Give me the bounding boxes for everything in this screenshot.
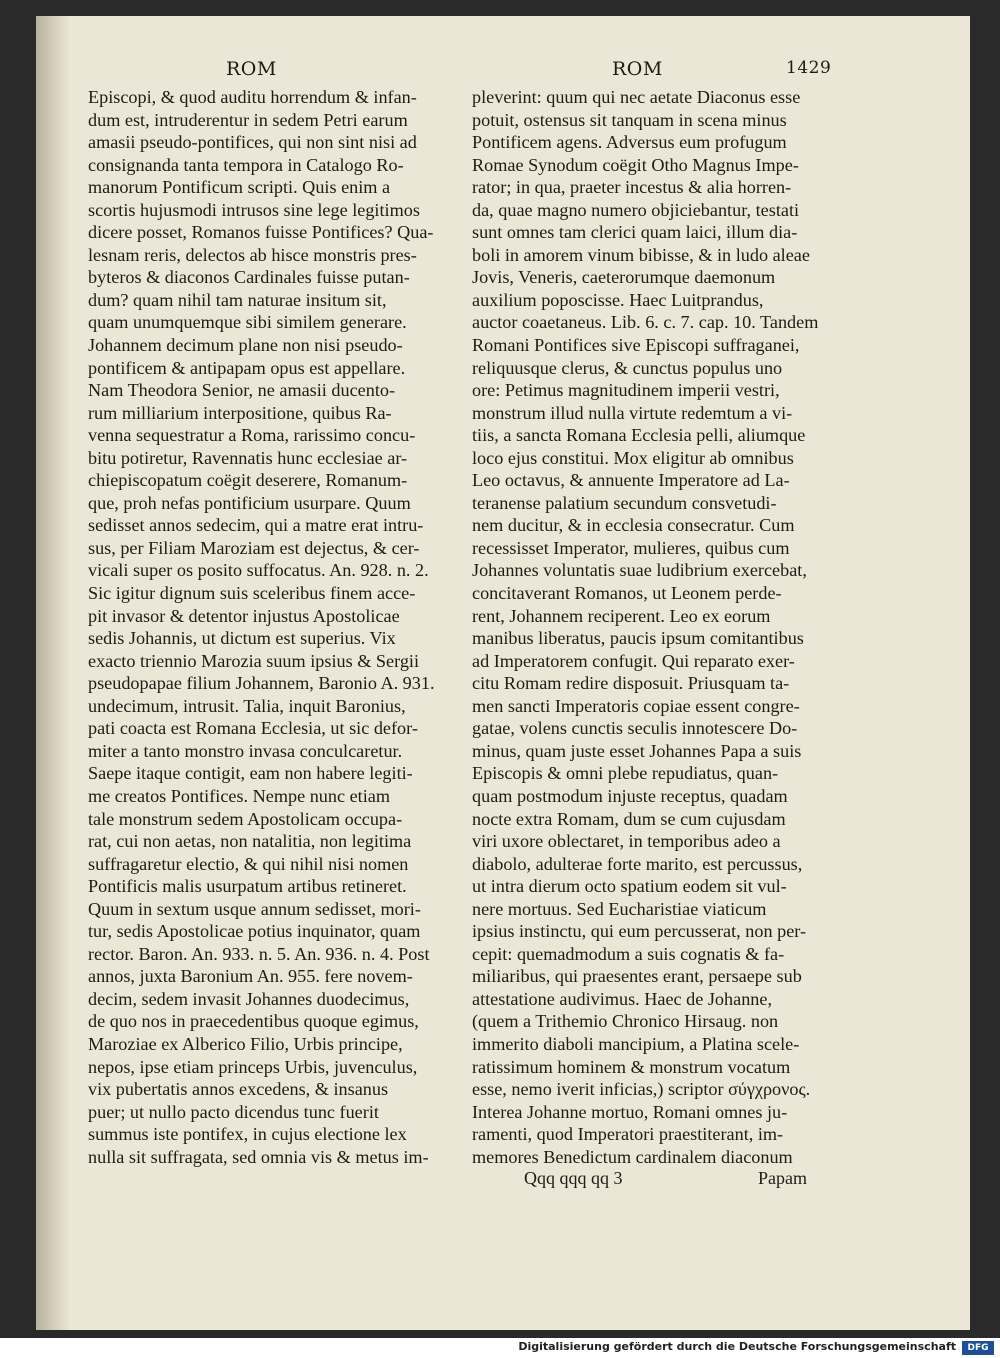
text-line: exacto triennio Marozia suum ipsius & Sergii [88,650,420,671]
text-line: Johannem decimum plane non nisi pseudo- [88,335,403,356]
text-line: esse, nemo iverit inficias,) scriptor σύγχρονος. [472,1079,811,1100]
text-line: cepit: quemadmodum a suis cognatis & fa- [472,943,785,964]
text-line: rator; in qua, praeter incestus & alia horren- [472,177,792,198]
text-line: tale monstrum sedem Apostolicam occupa- [88,808,403,829]
page-number: 1429 [786,58,832,78]
text-line: consignanda tanta tempora in Catalogo Ro- [88,154,404,175]
page-gutter-shadow [36,16,70,1330]
text-line: Jovis, Veneris, caeterorumque daemonum [472,267,776,288]
text-line: minus, quam juste esset Johannes Papa a suis [472,740,802,761]
text-line: Romani Pontifices sive Episcopi suffraganei, [472,335,800,356]
text-line: venna sequestratur a Roma, rarissimo concu- [88,425,416,446]
book-page [36,16,970,1330]
text-line: dum est, intruderentur in sedem Petri earum [88,109,408,130]
text-line: ore: Petimus magnitudinem imperii vestri, [472,380,780,401]
text-line: gatae, volens cunctis seculis innotescere Do- [472,718,798,739]
text-line: Pontificem agens. Adversus eum profugum [472,132,787,153]
text-line: lesnam reris, delectos ab hisce monstris pres- [88,244,417,265]
text-line: pseudopapae filium Johannem, Baronio A. 931. [88,673,435,694]
text-line: Leo octavus, & annuente Imperatore ad La- [472,470,790,491]
text-line: diabolo, adulterae forte marito, est percussus, [472,853,803,874]
right-running-head: ROM [612,58,663,80]
text-line: pati coacta est Romana Ecclesia, ut sic defor- [88,718,418,739]
text-line: dum? quam nihil tam naturae insitum sit, [88,289,387,310]
text-line: vix pubertatis annos excedens, & insanus [88,1079,389,1100]
text-line: summus iste pontifex, in cujus electione lex [88,1124,407,1145]
text-line: sunt omnes tam clerici quam laici, illum dia- [472,222,798,243]
text-line: pleverint: quum qui nec aetate Diaconus esse [472,87,801,107]
text-line: recessisset Imperator, mulieres, quibus cum [472,537,790,558]
text-line: me creatos Pontifices. Nempe nunc etiam [88,785,391,806]
text-line: de quo nos in praecedentibus quoque egimus, [88,1011,419,1032]
text-line: Nam Theodora Senior, ne amasii ducento- [88,380,396,401]
text-line: vicali super os posito suffocatus. An. 928. n. 2. [88,560,429,581]
text-line: nocte extra Romam, dum se cum cujusdam [472,808,786,829]
text-line: pit invasor & detentor injustus Apostolicae [88,605,400,626]
text-line: rum milliarium interpositione, quibus Ra- [88,402,392,423]
text-line: que, proh nefas pontificium usurpare. Quum [88,492,411,513]
text-line: pontificem & antipapam opus est appellare. [88,357,406,378]
text-line: Johannes voluntatis suae ludibrium exercebat, [472,560,807,581]
text-line: ratissimum hominem & monstrum vocatum [472,1056,791,1077]
text-line: ramenti, quod Imperatori praestiterant, im- [472,1124,784,1145]
text-line: Quum in sextum usque annum sedisset, mori- [88,898,421,919]
text-line: undecimum, intrusit. Talia, inquit Baronius, [88,695,406,716]
text-line: loco ejus constitui. Mox eligitur ab omnibus [472,447,794,468]
text-line: sedis Johannis, ut dictum est superius. Vix [88,628,396,649]
text-line: Episcopis & omni plebe repudiatus, quan- [472,763,779,784]
right-text-column [472,86,818,1168]
text-line: miter a tanto monstro invasa conculcaretur. [88,740,403,761]
text-line: miliaribus, qui praesentes erant, persaepe sub [472,966,802,987]
text-line: ad Imperatorem confugit. Qui reparato exer- [472,650,795,671]
text-line: attestatione audivimus. Haec de Johanne, [472,988,772,1009]
text-line: da, quae magno numero objiciebantur, testati [472,199,800,220]
catchword: Papam [758,1168,807,1188]
text-line: Saepe itaque contigit, eam non habere legiti- [88,763,413,784]
text-line: amasii pseudo-pontifices, qui non sint nisi ad [88,132,417,153]
text-line: bitu potiretur, Ravennatis hunc ecclesiae ar- [88,447,408,468]
text-line: dicere posset, Romanos fuisse Pontifices? Qua- [88,222,434,243]
text-line: ipsius instinctu, qui eum percusserat, non per- [472,921,807,942]
text-line: nepos, ipse etiam princeps Urbis, juvenculus, [88,1056,418,1077]
text-line: tiis, a sancta Romana Ecclesia pelli, aliumque [472,425,806,446]
text-line: puer; ut nullo pacto dicendus tunc fuerit [88,1101,379,1122]
text-line: reliquusque clerus, & cunctus populus uno [472,357,783,378]
text-line: suffragaretur electio, & qui nihil nisi nomen [88,853,409,874]
text-line: memores Benedictum cardinalem diaconum [472,1146,793,1167]
text-line: Maroziae ex Alberico Filio, Urbis principe, [88,1033,403,1054]
text-line: rat, cui non aetas, non natalitia, non legitima [88,831,412,852]
text-line: (quem a Trithemio Chronico Hirsaug. non [472,1011,779,1032]
text-line: concitaverant Romanos, ut Leonem perde- [472,583,782,604]
text-line: rent, Johannem reciperent. Leo ex eorum [472,605,771,626]
text-line: nulla sit suffragata, sed omnia vis & metus im- [88,1146,429,1167]
text-line: nem ducitur, & in ecclesia consecratur. Cum [472,515,795,536]
signature-mark: Qqq qqq qq 3 [524,1168,623,1188]
dfg-logo: DFG [962,1341,994,1355]
text-line: chiepiscopatum coëgit deserere, Romanum- [88,470,408,491]
text-line: Interea Johanne mortuo, Romani omnes ju- [472,1101,788,1122]
text-line: quam unumquemque sibi similem generare. [88,312,407,333]
text-line: sedisset annos sedecim, qui a matre erat intru- [88,515,424,536]
text-line: quam postmodum injuste receptus, quadam [472,785,788,806]
text-line: annos, juxta Baronium An. 955. fere novem- [88,966,413,987]
text-line: men sancti Imperatoris copiae essent congre- [472,695,800,716]
text-line: ut intra dierum octo spatium eodem sit vul- [472,876,787,897]
text-line: immerito diaboli mancipium, a Platina scele- [472,1033,800,1054]
text-line: tur, sedis Apostolicae potius inquinator, quam [88,921,421,942]
text-line: rector. Baron. An. 933. n. 5. An. 936. n. 4. Post [88,943,430,964]
text-line: teranense palatium secundum consvetudi- [472,492,777,513]
text-line: Sic igitur dignum suis sceleribus finem acce- [88,583,416,604]
text-line: potuit, ostensus sit tanquam in scena minus [472,109,787,130]
text-line: Pontificis malis usurpatum artibus retineret. [88,876,407,897]
text-line: nere mortuus. Sed Eucharistiae viaticum [472,898,767,919]
text-line: auxilium poposcisse. Haec Luitprandus, [472,289,764,310]
banner-text: Digitalisierung gefördert durch die Deutsche Forschungsgemeinschaft [518,1340,956,1353]
text-line: scortis hujusmodi intrusos sine lege legitimos [88,199,420,220]
text-line: monstrum illud nulla virtute redemtum a vi- [472,402,793,423]
left-running-head: ROM [226,58,277,80]
text-line: viri uxore oblectaret, in temporibus adeo a [472,831,781,852]
text-line: boli in amorem vinum bibisse, & in ludo aleae [472,244,810,265]
text-line: Romae Synodum coëgit Otho Magnus Impe- [472,154,799,175]
text-line: citu Romam redire disposuit. Priusquam ta- [472,673,790,694]
text-line: manibus liberatus, paucis ipsum comitantibus [472,628,804,649]
text-line: decim, sedem invasit Johannes duodecimus, [88,988,410,1009]
text-line: manorum Pontificum scripti. Quis enim a [88,177,391,198]
dfg-banner [0,1338,1000,1358]
text-line: sus, per Filiam Maroziam est dejectus, & cer- [88,537,420,558]
left-text-column [88,86,435,1168]
text-line: Episcopi, & quod auditu horrendum & infan- [88,87,417,107]
text-line: byteros & diaconos Cardinales fuisse putan- [88,267,410,288]
text-line: auctor coaetaneus. Lib. 6. c. 7. cap. 10. Tandem [472,312,819,333]
